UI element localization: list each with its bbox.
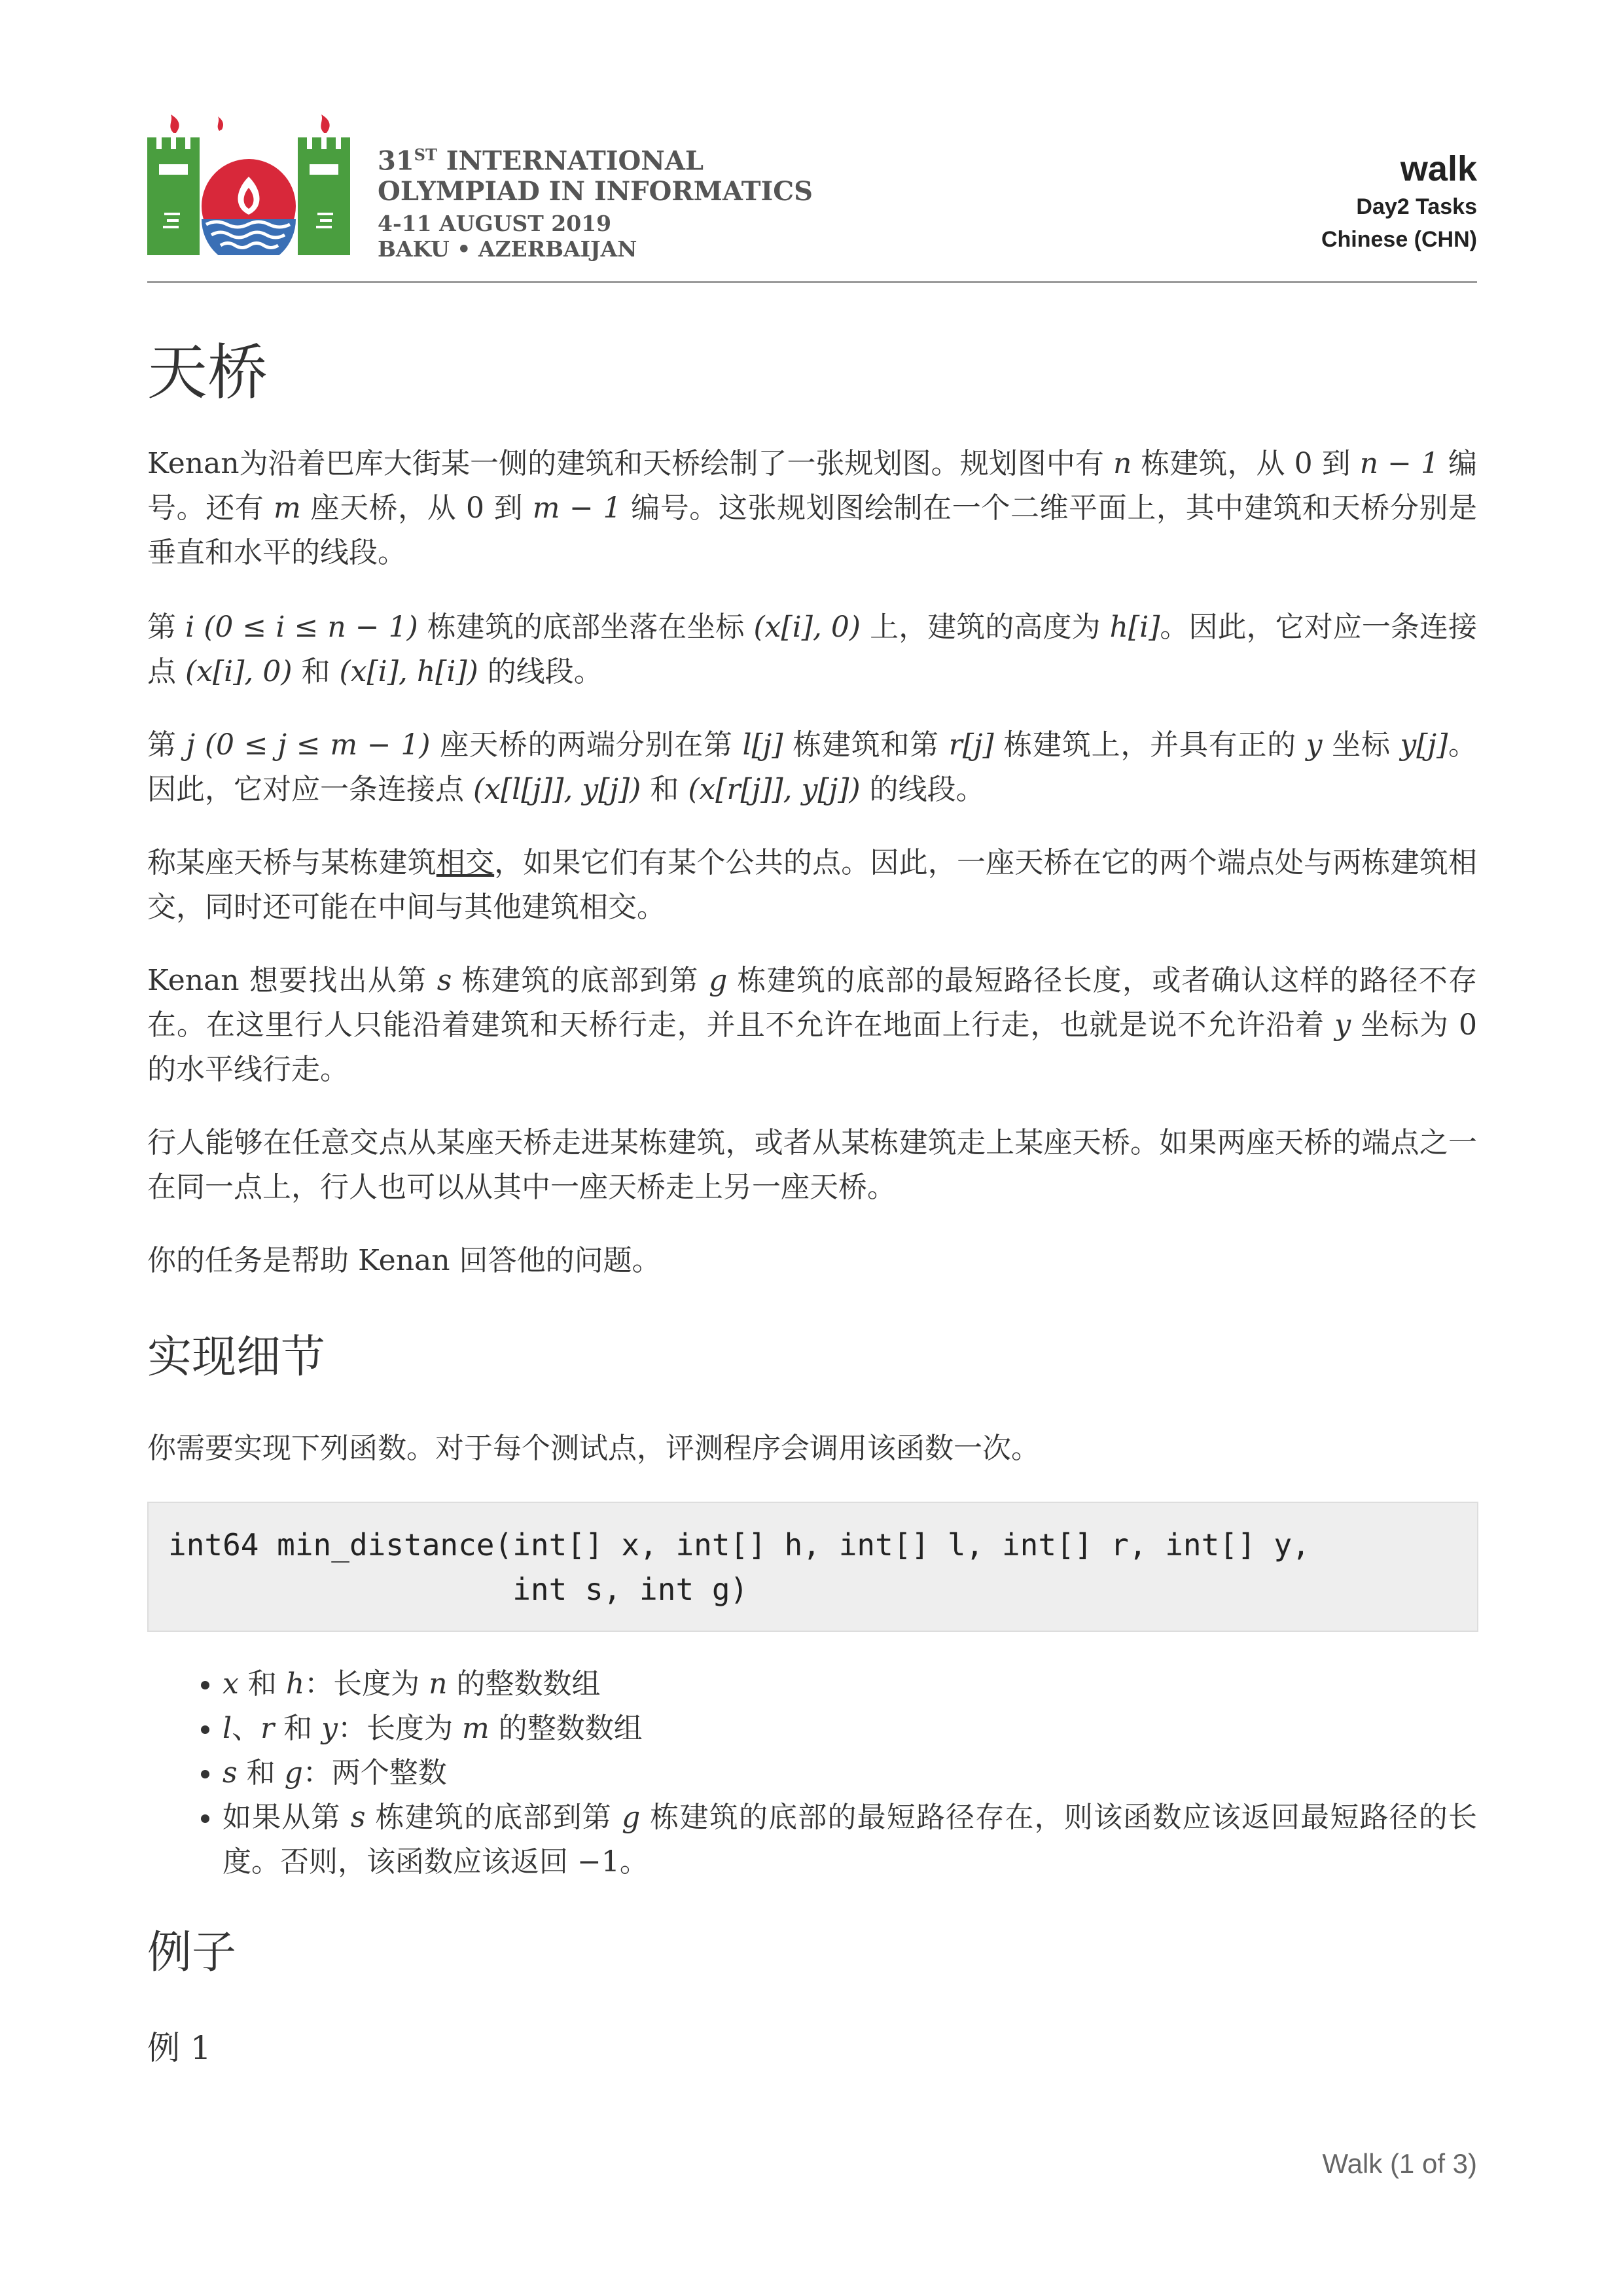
term-intersect: 相交 [436, 846, 495, 879]
page-title: 天桥 [147, 338, 268, 408]
paragraph-8: 你需要实现下列函数。对于每个测试点，评测程序会调用该函数一次。 [147, 1432, 1040, 1465]
page [147, 0, 1477, 2296]
paragraph-4: 称某座天桥与某栋建筑相交，如果它们有某个公共的点。因此，一座天桥在它的两个端点处与两栋建筑相交，同时还可能在中间与其他建筑相交。 [147, 846, 1478, 924]
paragraph-1: Kenan为沿着巴库大街某一侧的建筑和天桥绘制了一张规划图。规划图中有 n 栋建筑，从 0 到 n − 1 编号。还有 m 座天桥，从 0 到 m − 1 编号。这张规划图绘制在一个二维平面上，其中建筑和天桥分别是垂直和水平的线段。 [147, 447, 1477, 569]
page-footer: Walk (1 of 3) [1322, 2148, 1477, 2179]
list-item: • l、r 和 y：长度为 m 的整数数组 [223, 1706, 1477, 1751]
list-item: • s 和 g：两个整数 [223, 1751, 1477, 1795]
olympiad-dates: 4-11 AUGUST 2019 [378, 211, 612, 237]
header-divider [147, 281, 1477, 283]
ioi-logo-icon [147, 115, 350, 255]
task-name: walk [1400, 149, 1477, 188]
olympiad-line-1 [378, 139, 813, 176]
paragraph-6: 行人能够在任意交点从某座天桥走进某栋建筑，或者从某栋建筑走上某座天桥。如果两座天桥的端点之一在同一点上，行人也可以从其中一座天桥走上另一座天桥。 [147, 1126, 1477, 1204]
code-line-2: int s, int g) [168, 1572, 749, 1607]
paragraph-2: 第 i (0 ≤ i ≤ n − 1) 栋建筑的底部坐落在坐标 (x[i], 0) 上，建筑的高度为 h[i]。因此，它对应一条连接点 (x[i], 0) 和 (x[i], h[i]) 的线段。 [147, 610, 1477, 688]
example-heading: 例 1 [147, 2029, 211, 2067]
list-item: • x 和 h：长度为 n 的整数数组 [223, 1662, 1477, 1706]
olympiad-line-1-rest: INTERNATIONAL [437, 145, 704, 177]
olympiad-location: BAKU • AZERBAIJAN [378, 236, 637, 262]
code-line-1: int64 min_distance(int[] x, int[] h, int[] l, int[] r, int[] y, [168, 1527, 1310, 1563]
paragraph-3: 第 j (0 ≤ j ≤ m − 1) 座天桥的两端分别在第 l[j] 栋建筑和第 r[j] 栋建筑上，并具有正的 y 坐标 y[j]。因此，它对应一条连接点 (x[l[j]], y[j]) 和 (x[r[j]], y[j]) 的线段。 [147, 728, 1477, 806]
olympiad-line-2: OLYMPIAD IN INFORMATICS [378, 176, 813, 207]
task-day: Day2 Tasks [1356, 194, 1477, 219]
list-item: • 如果从第 s 栋建筑的底部到第 g 栋建筑的底部的最短路径存在，则该函数应该返回最短路径的长度。否则，该函数应该返回 −1。 [223, 1795, 1477, 1884]
olympiad-name [378, 139, 813, 262]
header [147, 115, 1477, 281]
task-language: Chinese (CHN) [1321, 227, 1477, 252]
task-info [1321, 147, 1477, 256]
ordinal-number: 31 [378, 145, 414, 177]
section-heading-implementation: 实现细节 [147, 1332, 326, 1383]
paragraph-7: 你的任务是帮助 Kenan 回答他的问题。 [147, 1244, 661, 1277]
section-heading-examples: 例子 [147, 1927, 237, 1979]
code-block [147, 1502, 1478, 1632]
paragraph-5: Kenan 想要找出从第 s 栋建筑的底部到第 g 栋建筑的底部的最短路径长度，或者确认这样的路径不存在。在这里行人只能沿着建筑和天桥行走，并且不允许在地面上行走，也就是说不允许沿着 y 坐标为 0 的水平线行走。 [147, 964, 1477, 1086]
parameter-list [147, 1662, 1477, 1884]
ordinal-suffix: ST [414, 145, 437, 164]
